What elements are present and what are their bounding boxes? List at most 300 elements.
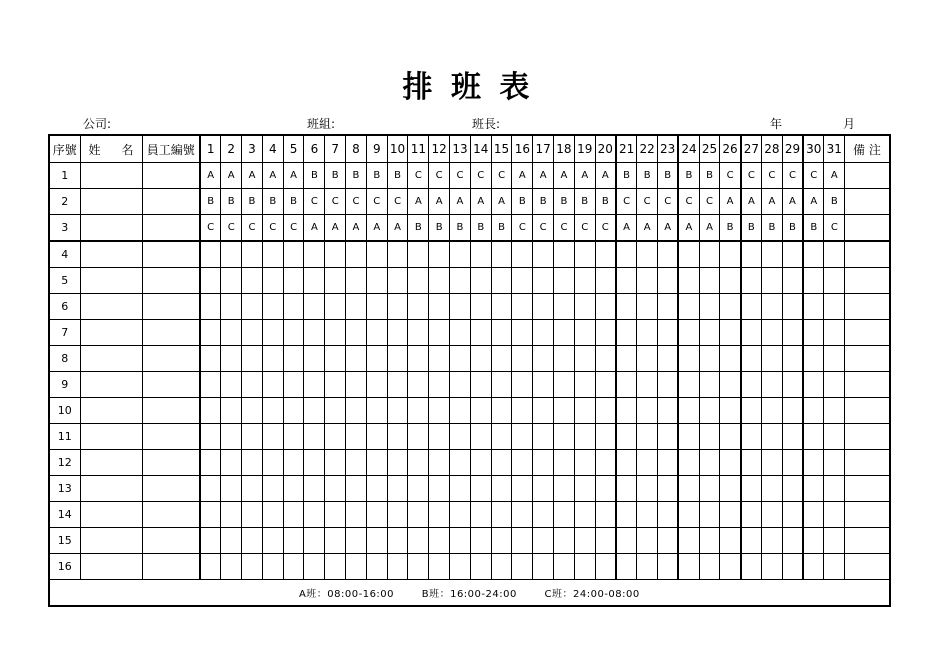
shift-cell[interactable]: C [470,163,491,189]
shift-cell[interactable] [512,372,533,398]
shift-cell[interactable] [408,241,429,268]
shift-cell[interactable] [262,424,283,450]
shift-cell[interactable] [637,424,658,450]
shift-cell[interactable] [242,554,263,580]
shift-cell[interactable] [491,320,512,346]
remark-cell[interactable] [845,294,890,320]
shift-cell[interactable] [616,450,637,476]
shift-cell[interactable] [782,320,803,346]
shift-cell[interactable] [824,346,845,372]
employee-id-cell[interactable] [142,346,200,372]
shift-cell[interactable] [387,528,408,554]
shift-cell[interactable] [699,450,720,476]
shift-cell[interactable]: A [803,189,824,215]
shift-cell[interactable] [429,346,450,372]
shift-cell[interactable] [221,450,242,476]
shift-cell[interactable] [491,450,512,476]
shift-cell[interactable] [450,372,471,398]
shift-cell[interactable] [762,241,783,268]
shift-cell[interactable]: A [304,215,325,242]
shift-cell[interactable] [720,528,741,554]
shift-cell[interactable] [200,320,221,346]
shift-cell[interactable] [762,372,783,398]
shift-cell[interactable] [762,268,783,294]
shift-cell[interactable] [616,424,637,450]
shift-cell[interactable] [533,268,554,294]
shift-cell[interactable] [741,372,762,398]
shift-cell[interactable] [616,268,637,294]
shift-cell[interactable]: C [221,215,242,242]
shift-cell[interactable] [803,476,824,502]
shift-cell[interactable]: A [470,189,491,215]
shift-cell[interactable]: A [554,163,575,189]
employee-id-cell[interactable] [142,268,200,294]
employee-id-cell[interactable] [142,294,200,320]
shift-cell[interactable] [470,450,491,476]
shift-cell[interactable] [470,320,491,346]
shift-cell[interactable] [512,346,533,372]
name-cell[interactable] [80,320,142,346]
shift-cell[interactable] [533,346,554,372]
shift-cell[interactable] [595,476,616,502]
shift-cell[interactable] [658,450,679,476]
shift-cell[interactable] [408,372,429,398]
shift-cell[interactable] [512,450,533,476]
shift-cell[interactable] [803,554,824,580]
shift-cell[interactable]: B [346,163,367,189]
shift-cell[interactable] [720,554,741,580]
shift-cell[interactable] [491,398,512,424]
shift-cell[interactable] [595,554,616,580]
remark-cell[interactable] [845,215,890,242]
shift-cell[interactable] [304,528,325,554]
name-cell[interactable] [80,189,142,215]
shift-cell[interactable] [450,476,471,502]
shift-cell[interactable] [262,476,283,502]
shift-cell[interactable] [782,450,803,476]
shift-cell[interactable] [200,554,221,580]
shift-cell[interactable] [346,476,367,502]
shift-cell[interactable] [658,398,679,424]
shift-cell[interactable] [470,241,491,268]
shift-cell[interactable]: C [595,215,616,242]
shift-cell[interactable] [200,241,221,268]
shift-cell[interactable] [658,268,679,294]
shift-cell[interactable] [304,450,325,476]
shift-cell[interactable] [658,320,679,346]
shift-cell[interactable] [429,241,450,268]
shift-cell[interactable] [803,450,824,476]
shift-cell[interactable] [387,424,408,450]
shift-cell[interactable] [346,398,367,424]
employee-id-cell[interactable] [142,189,200,215]
shift-cell[interactable] [595,346,616,372]
shift-cell[interactable] [699,528,720,554]
shift-cell[interactable]: A [283,163,304,189]
employee-id-cell[interactable] [142,320,200,346]
shift-cell[interactable] [325,476,346,502]
shift-cell[interactable] [387,320,408,346]
remark-cell[interactable] [845,163,890,189]
shift-cell[interactable] [408,398,429,424]
shift-cell[interactable] [512,476,533,502]
shift-cell[interactable] [450,320,471,346]
shift-cell[interactable] [283,476,304,502]
shift-cell[interactable] [429,372,450,398]
shift-cell[interactable] [803,241,824,268]
shift-cell[interactable]: A [533,163,554,189]
shift-cell[interactable] [533,450,554,476]
shift-cell[interactable]: C [262,215,283,242]
shift-cell[interactable] [699,346,720,372]
shift-cell[interactable] [637,476,658,502]
shift-cell[interactable]: A [512,163,533,189]
shift-cell[interactable] [699,294,720,320]
shift-cell[interactable] [283,554,304,580]
shift-cell[interactable]: A [678,215,699,242]
shift-cell[interactable] [699,424,720,450]
shift-cell[interactable] [450,268,471,294]
shift-cell[interactable] [325,241,346,268]
shift-cell[interactable] [678,372,699,398]
shift-cell[interactable] [491,528,512,554]
shift-cell[interactable]: C [366,189,387,215]
shift-cell[interactable] [637,294,658,320]
shift-cell[interactable] [533,502,554,528]
shift-cell[interactable] [699,554,720,580]
shift-cell[interactable] [242,476,263,502]
shift-cell[interactable]: B [325,163,346,189]
shift-cell[interactable] [366,554,387,580]
shift-cell[interactable]: C [512,215,533,242]
shift-cell[interactable] [678,502,699,528]
shift-cell[interactable] [325,346,346,372]
shift-cell[interactable] [658,241,679,268]
shift-cell[interactable] [429,294,450,320]
shift-cell[interactable] [429,450,450,476]
shift-cell[interactable] [595,528,616,554]
shift-cell[interactable] [242,424,263,450]
shift-cell[interactable]: B [824,189,845,215]
shift-cell[interactable] [803,294,824,320]
shift-cell[interactable] [512,294,533,320]
shift-cell[interactable] [366,346,387,372]
shift-cell[interactable]: A [242,163,263,189]
shift-cell[interactable] [574,241,595,268]
shift-cell[interactable] [720,502,741,528]
shift-cell[interactable] [262,528,283,554]
shift-cell[interactable] [678,554,699,580]
shift-cell[interactable]: B [574,189,595,215]
shift-cell[interactable]: C [408,163,429,189]
remark-cell[interactable] [845,502,890,528]
shift-cell[interactable]: C [782,163,803,189]
shift-cell[interactable] [803,528,824,554]
shift-cell[interactable] [325,268,346,294]
shift-cell[interactable]: C [824,215,845,242]
shift-cell[interactable] [554,502,575,528]
shift-cell[interactable] [782,346,803,372]
shift-cell[interactable] [741,528,762,554]
shift-cell[interactable]: C [450,163,471,189]
shift-cell[interactable] [616,554,637,580]
shift-cell[interactable] [782,554,803,580]
shift-cell[interactable] [450,294,471,320]
shift-cell[interactable] [450,450,471,476]
shift-cell[interactable] [429,268,450,294]
shift-cell[interactable] [803,398,824,424]
shift-cell[interactable] [595,320,616,346]
shift-cell[interactable]: B [366,163,387,189]
shift-cell[interactable]: A [262,163,283,189]
shift-cell[interactable] [595,398,616,424]
shift-cell[interactable] [366,294,387,320]
name-cell[interactable] [80,372,142,398]
shift-cell[interactable] [304,320,325,346]
remark-cell[interactable] [845,424,890,450]
shift-cell[interactable]: B [200,189,221,215]
shift-cell[interactable] [637,346,658,372]
shift-cell[interactable] [512,398,533,424]
shift-cell[interactable] [470,346,491,372]
shift-cell[interactable] [346,528,367,554]
shift-cell[interactable]: C [803,163,824,189]
employee-id-cell[interactable] [142,476,200,502]
shift-cell[interactable] [678,268,699,294]
shift-cell[interactable] [304,294,325,320]
shift-cell[interactable] [574,476,595,502]
name-cell[interactable] [80,268,142,294]
shift-cell[interactable]: B [741,215,762,242]
shift-cell[interactable]: B [408,215,429,242]
shift-cell[interactable] [242,502,263,528]
shift-cell[interactable] [699,398,720,424]
shift-cell[interactable] [616,241,637,268]
shift-cell[interactable] [346,320,367,346]
shift-cell[interactable] [200,476,221,502]
remark-cell[interactable] [845,372,890,398]
shift-cell[interactable] [574,268,595,294]
shift-cell[interactable] [262,320,283,346]
shift-cell[interactable] [678,320,699,346]
shift-cell[interactable]: C [304,189,325,215]
shift-cell[interactable]: A [450,189,471,215]
shift-cell[interactable] [491,554,512,580]
shift-cell[interactable] [221,346,242,372]
shift-cell[interactable]: C [762,163,783,189]
shift-cell[interactable] [741,241,762,268]
employee-id-cell[interactable] [142,398,200,424]
shift-cell[interactable]: A [429,189,450,215]
shift-cell[interactable] [803,424,824,450]
shift-cell[interactable] [346,294,367,320]
shift-cell[interactable] [387,398,408,424]
shift-cell[interactable] [346,554,367,580]
shift-cell[interactable] [470,372,491,398]
shift-cell[interactable]: C [200,215,221,242]
shift-cell[interactable] [262,294,283,320]
shift-cell[interactable]: B [283,189,304,215]
shift-cell[interactable] [283,268,304,294]
shift-cell[interactable] [782,241,803,268]
shift-cell[interactable] [720,424,741,450]
shift-cell[interactable] [450,241,471,268]
shift-cell[interactable] [283,528,304,554]
shift-cell[interactable]: A [616,215,637,242]
shift-cell[interactable] [699,502,720,528]
shift-cell[interactable]: C [720,163,741,189]
shift-cell[interactable] [325,450,346,476]
shift-cell[interactable]: A [408,189,429,215]
shift-cell[interactable]: C [429,163,450,189]
shift-cell[interactable]: B [262,189,283,215]
shift-cell[interactable] [387,372,408,398]
shift-cell[interactable] [720,372,741,398]
shift-cell[interactable] [762,320,783,346]
shift-cell[interactable] [470,554,491,580]
shift-cell[interactable] [762,398,783,424]
shift-cell[interactable] [470,268,491,294]
shift-cell[interactable] [470,294,491,320]
shift-cell[interactable] [346,241,367,268]
shift-cell[interactable] [346,502,367,528]
shift-cell[interactable] [658,424,679,450]
remark-cell[interactable] [845,189,890,215]
shift-cell[interactable] [616,294,637,320]
shift-cell[interactable] [262,268,283,294]
shift-cell[interactable] [366,450,387,476]
shift-cell[interactable]: A [699,215,720,242]
shift-cell[interactable] [554,528,575,554]
shift-cell[interactable] [325,554,346,580]
shift-cell[interactable]: B [616,163,637,189]
shift-cell[interactable]: A [574,163,595,189]
shift-cell[interactable] [762,450,783,476]
shift-cell[interactable] [574,398,595,424]
shift-cell[interactable]: A [658,215,679,242]
shift-cell[interactable]: C [242,215,263,242]
shift-cell[interactable] [616,476,637,502]
shift-cell[interactable]: B [803,215,824,242]
shift-cell[interactable] [533,424,554,450]
shift-cell[interactable] [574,320,595,346]
shift-cell[interactable] [304,424,325,450]
shift-cell[interactable] [678,241,699,268]
shift-cell[interactable] [221,424,242,450]
shift-cell[interactable] [304,241,325,268]
shift-cell[interactable] [803,372,824,398]
remark-cell[interactable] [845,241,890,268]
shift-cell[interactable] [637,398,658,424]
shift-cell[interactable]: B [678,163,699,189]
shift-cell[interactable] [325,528,346,554]
shift-cell[interactable] [283,294,304,320]
shift-cell[interactable] [595,450,616,476]
shift-cell[interactable] [741,268,762,294]
shift-cell[interactable] [242,294,263,320]
shift-cell[interactable] [574,450,595,476]
shift-cell[interactable] [533,320,554,346]
shift-cell[interactable] [408,502,429,528]
shift-cell[interactable] [491,372,512,398]
shift-cell[interactable]: B [762,215,783,242]
shift-cell[interactable] [242,346,263,372]
shift-cell[interactable] [221,241,242,268]
shift-cell[interactable] [221,554,242,580]
shift-cell[interactable] [720,476,741,502]
shift-cell[interactable] [658,294,679,320]
shift-cell[interactable] [304,554,325,580]
shift-cell[interactable] [616,528,637,554]
shift-cell[interactable] [304,268,325,294]
shift-cell[interactable] [803,346,824,372]
shift-cell[interactable] [741,398,762,424]
shift-cell[interactable]: C [637,189,658,215]
shift-cell[interactable]: B [429,215,450,242]
shift-cell[interactable]: B [658,163,679,189]
shift-cell[interactable] [346,268,367,294]
shift-cell[interactable] [262,241,283,268]
shift-cell[interactable]: B [491,215,512,242]
name-cell[interactable] [80,346,142,372]
shift-cell[interactable] [595,424,616,450]
shift-cell[interactable] [283,450,304,476]
shift-cell[interactable] [720,268,741,294]
shift-cell[interactable] [470,528,491,554]
shift-cell[interactable] [221,502,242,528]
shift-cell[interactable] [637,502,658,528]
shift-cell[interactable]: A [200,163,221,189]
shift-cell[interactable] [554,372,575,398]
shift-cell[interactable] [242,320,263,346]
shift-cell[interactable]: C [574,215,595,242]
shift-cell[interactable] [366,502,387,528]
shift-cell[interactable] [512,424,533,450]
remark-cell[interactable] [845,320,890,346]
shift-cell[interactable] [242,241,263,268]
remark-cell[interactable] [845,450,890,476]
shift-cell[interactable] [741,320,762,346]
shift-cell[interactable] [699,320,720,346]
employee-id-cell[interactable] [142,215,200,242]
shift-cell[interactable] [803,268,824,294]
shift-cell[interactable] [408,554,429,580]
shift-cell[interactable] [720,241,741,268]
shift-cell[interactable] [325,424,346,450]
shift-cell[interactable] [450,502,471,528]
shift-cell[interactable] [574,424,595,450]
shift-cell[interactable] [741,424,762,450]
shift-cell[interactable] [325,502,346,528]
shift-cell[interactable] [366,241,387,268]
shift-cell[interactable] [366,398,387,424]
shift-cell[interactable] [221,528,242,554]
shift-cell[interactable] [200,528,221,554]
shift-cell[interactable] [408,476,429,502]
shift-cell[interactable] [554,398,575,424]
shift-cell[interactable] [824,398,845,424]
shift-cell[interactable] [574,346,595,372]
shift-cell[interactable] [450,554,471,580]
shift-cell[interactable]: B [512,189,533,215]
shift-cell[interactable] [782,528,803,554]
shift-cell[interactable] [720,320,741,346]
shift-cell[interactable]: B [470,215,491,242]
shift-cell[interactable]: C [554,215,575,242]
shift-cell[interactable] [782,268,803,294]
shift-cell[interactable] [554,554,575,580]
shift-cell[interactable] [325,320,346,346]
